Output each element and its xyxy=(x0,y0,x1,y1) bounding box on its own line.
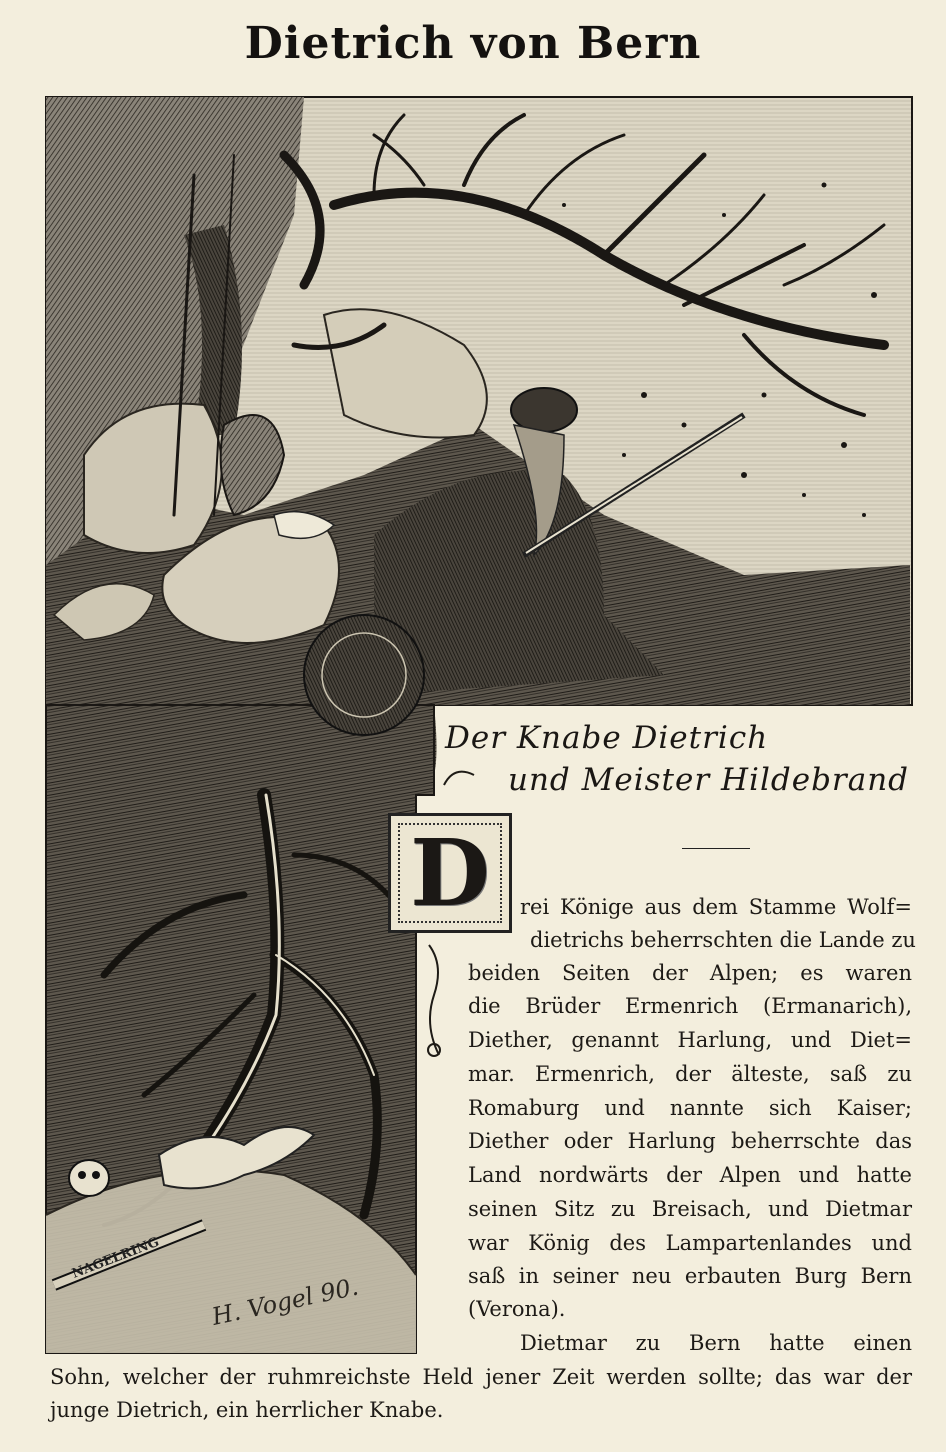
text-line: beiden Seiten der Alpen; es waren xyxy=(468,961,912,985)
text-line: war König des Lampartenlandes und xyxy=(468,1231,912,1255)
text-line: Dietmar zu Bern hatte einen xyxy=(520,1331,912,1355)
caption-line-1: Der Knabe Dietrich xyxy=(445,720,769,756)
separator-rule xyxy=(682,848,750,849)
text-line: (Verona). xyxy=(468,1297,566,1321)
text-line: Sohn, welcher der ruhmreichste Held jener Zeit werden sollte; das war der xyxy=(50,1365,912,1389)
text-line: die Brüder Ermenrich (Ermanarich), xyxy=(468,994,912,1018)
text-line: saß in seiner neu erbauten Burg Bern xyxy=(468,1264,912,1288)
text-line: dietrichs beherrschten die Lande zu xyxy=(530,928,916,952)
sword-inscription: NAGELRING xyxy=(70,1234,162,1282)
artist-signature: H. Vogel 90. xyxy=(209,1272,361,1331)
caption-line-2: und Meister Hildebrand xyxy=(508,762,910,798)
text-line: Diether, genannt Harlung, und Diet= xyxy=(468,1028,912,1052)
initial-letter: D xyxy=(410,819,490,927)
lower-scene xyxy=(46,615,474,1353)
upper-scene xyxy=(46,97,912,705)
text-line: mar. Ermenrich, der älteste, saß zu xyxy=(468,1062,912,1086)
page-title: Dietrich von Bern xyxy=(244,18,702,69)
text-line: Romaburg und nannte sich Kaiser; xyxy=(468,1096,912,1120)
text-line: junge Dietrich, ein herrlicher Knabe. xyxy=(50,1398,444,1422)
text-line: seinen Sitz zu Breisach, und Dietmar xyxy=(468,1197,912,1221)
text-line: rei Könige aus dem Stamme Wolf= xyxy=(520,895,912,919)
decorated-initial xyxy=(388,813,512,933)
text-line: Land nordwärts der Alpen und hatte xyxy=(468,1163,912,1187)
text-line: Diether oder Harlung beherrschte das xyxy=(468,1129,912,1153)
